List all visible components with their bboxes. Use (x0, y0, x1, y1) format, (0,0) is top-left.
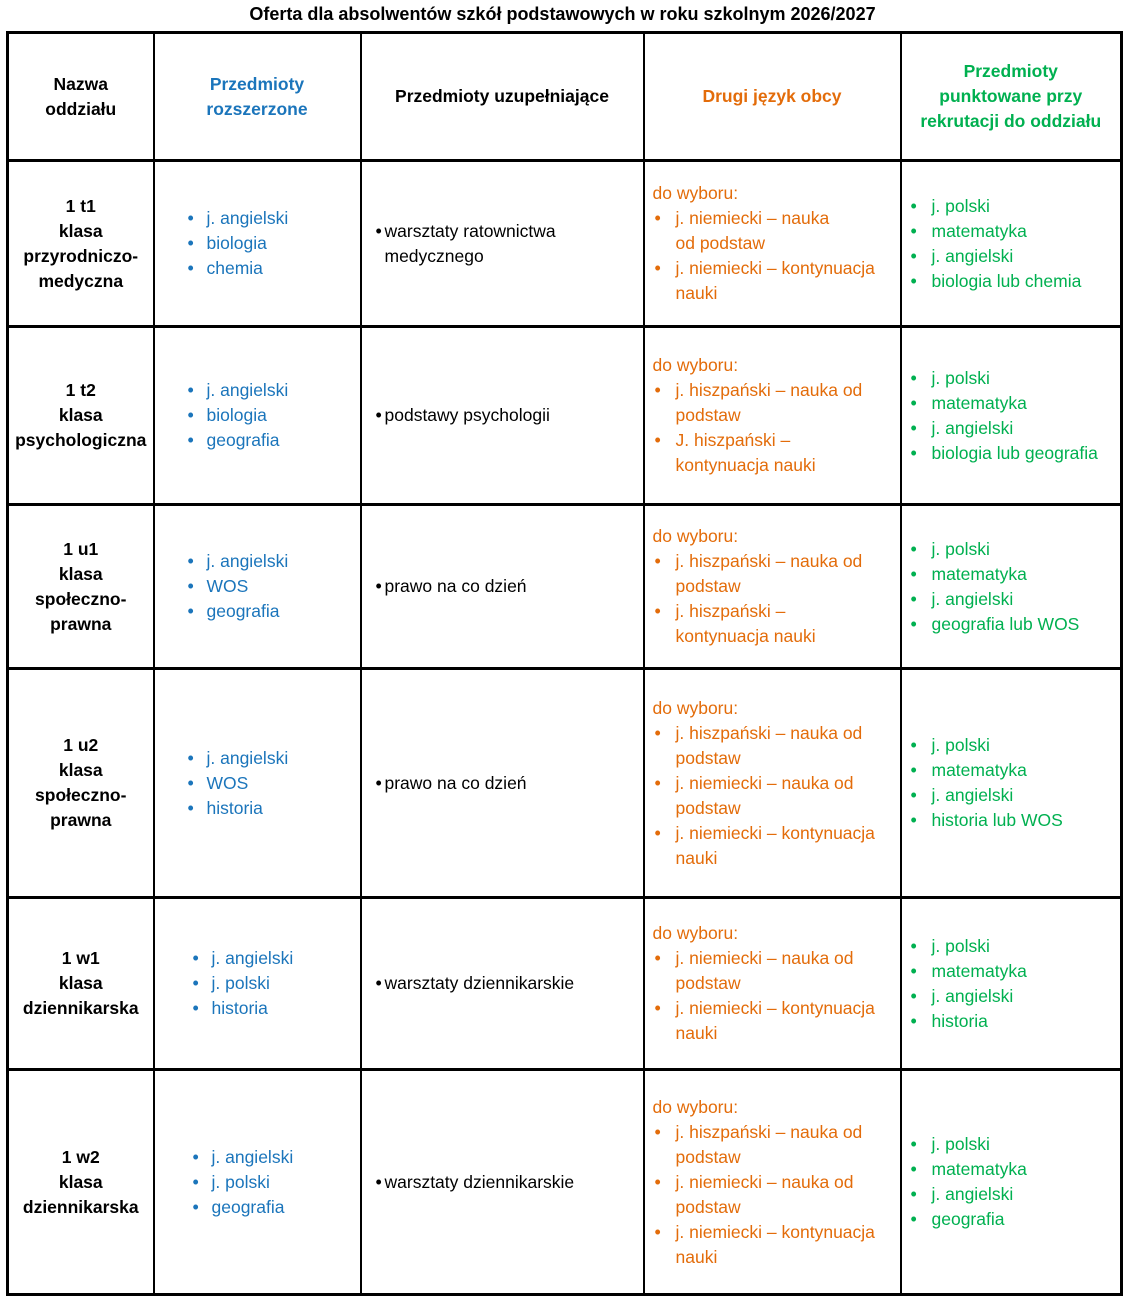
header-line: rozszerzone (206, 98, 308, 119)
list-item: • j. angielski (908, 244, 1121, 269)
language-option-line: • j. hiszpański – nauka od (675, 551, 863, 571)
list-item: • matematyka (908, 219, 1121, 244)
class-name-line: prawna (50, 810, 112, 830)
supplementary-subjects-cell (361, 1070, 644, 1295)
table-row (8, 505, 1122, 669)
supplementary-subjects-cell (361, 898, 644, 1070)
language-option-line: • j. niemiecki – kontynuacja (675, 258, 875, 278)
language-option-line: • j. hiszpański – nauka od (675, 1121, 863, 1142)
language-options-list (653, 549, 892, 649)
language-options-list (653, 946, 892, 1046)
list-item: • j. angielski (908, 416, 1121, 441)
table-header-row (8, 33, 1122, 161)
language-option-line: • j. hiszpański – (675, 601, 786, 621)
language-option (653, 256, 892, 306)
language-choice-intro: do wyboru: (652, 183, 739, 203)
supplementary-line: • prawo na co dzień (384, 576, 527, 596)
header-second-language (644, 33, 901, 161)
language-option-line: podstaw (675, 576, 741, 596)
extended-subjects-cell (154, 1070, 361, 1295)
language-option-line: • j. niemiecki – nauka od (675, 772, 854, 793)
extended-subjects-list (185, 746, 360, 821)
header-supplementary-subjects (361, 33, 644, 161)
second-language-cell (644, 898, 901, 1070)
extended-subjects-list (185, 549, 360, 624)
language-option-line: nauki (675, 1246, 718, 1267)
language-option-line: od podstaw (675, 233, 766, 253)
supplementary-subjects-cell (361, 669, 644, 898)
table-row (8, 898, 1122, 1070)
language-option-line: nauki (675, 283, 718, 303)
language-option-line: • j. niemiecki – kontynuacja (675, 998, 875, 1018)
header-line: Nazwa (53, 73, 108, 94)
class-name-line: psychologiczna (15, 430, 147, 450)
extended-subjects-cell (154, 161, 361, 327)
list-item: • j. polski (908, 537, 1121, 562)
table-row (8, 669, 1122, 898)
extended-subjects-list (185, 378, 360, 453)
header-extended-subjects (154, 33, 361, 161)
list-item: • geografia (185, 428, 360, 453)
scored-subjects-list (908, 934, 1121, 1034)
supplementary-line: medycznego (384, 245, 484, 266)
list-item: • WOS (185, 574, 360, 599)
table-row (8, 161, 1122, 327)
language-option (653, 821, 892, 871)
extended-subjects-list (190, 946, 360, 1021)
scored-subjects-cell (901, 898, 1122, 1070)
table-row (8, 1070, 1122, 1295)
language-option (653, 378, 892, 428)
class-name-line: klasa (58, 973, 103, 993)
extended-subjects-cell (154, 898, 361, 1070)
list-item: • matematyka (908, 758, 1121, 783)
class-name-line: społeczno- (35, 588, 127, 609)
list-item: • historia lub WOS (908, 808, 1121, 833)
extended-subjects-list (185, 206, 360, 281)
header-line: Przedmioty (209, 73, 305, 94)
class-name-line: społeczno- (35, 785, 127, 805)
language-option-line: podstaw (675, 1146, 741, 1167)
class-name-cell (8, 505, 154, 669)
extended-subjects-cell (154, 669, 361, 898)
language-option-line: kontynuacja nauki (675, 455, 816, 475)
list-item: • geografia (908, 1207, 1121, 1232)
class-name-cell (8, 669, 154, 898)
scored-subjects-cell (901, 327, 1122, 505)
language-option-line: podstaw (675, 747, 741, 768)
language-options-list (653, 1120, 892, 1270)
list-item: • j. polski (190, 971, 360, 996)
header-line: punktowane przy (939, 86, 1083, 106)
second-language-cell (644, 1070, 901, 1295)
language-option (653, 599, 892, 649)
supplementary-line: • prawo na co dzień (384, 772, 527, 793)
class-name-line: klasa (58, 220, 103, 241)
second-language-cell (644, 669, 901, 898)
supplementary-item (376, 574, 633, 599)
class-name-line: medyczna (38, 270, 124, 291)
list-item: • j. angielski (185, 549, 360, 574)
extended-subjects-cell (154, 505, 361, 669)
scored-subjects-cell (901, 505, 1122, 669)
list-item: • j. polski (190, 1170, 360, 1195)
extended-subjects-cell (154, 327, 361, 505)
class-name-line: klasa (58, 405, 103, 425)
scored-subjects-list (908, 194, 1121, 294)
list-item: • j. polski (908, 934, 1121, 959)
language-option-line: kontynuacja nauki (675, 626, 816, 646)
list-item: • j. angielski (908, 783, 1121, 808)
language-option (653, 771, 892, 821)
language-choice-intro: do wyboru: (652, 923, 739, 943)
second-language-cell (644, 327, 901, 505)
language-options-list (653, 378, 892, 478)
list-item: • j. angielski (190, 946, 360, 971)
language-choice-intro: do wyboru: (652, 1096, 739, 1117)
list-item: • geografia (185, 599, 360, 624)
class-name-line: 1 t1 (65, 195, 96, 216)
page-title: Oferta dla absolwentów szkół podstawowych w roku szkolnym 2026/2027 (249, 4, 876, 24)
language-option-line: • J. hiszpański – (675, 430, 791, 450)
language-options-list (653, 206, 892, 306)
list-item: • j. angielski (908, 984, 1121, 1009)
language-option-line: • j. niemiecki – kontynuacja (675, 822, 875, 843)
class-name-line: przyrodniczo- (23, 245, 139, 266)
list-item: • chemia (185, 256, 360, 281)
language-option (653, 206, 892, 256)
supplementary-subjects-cell (361, 505, 644, 669)
class-name-line: klasa (58, 1171, 103, 1192)
class-name-line: 1 u1 (63, 538, 99, 559)
supplementary-line: • podstawy psychologii (384, 405, 550, 425)
list-item: • j. angielski (185, 206, 360, 231)
scored-subjects-list (908, 537, 1121, 637)
class-name-line: 1 t2 (65, 380, 96, 400)
scored-subjects-list (908, 1132, 1121, 1232)
supplementary-subjects-cell (361, 327, 644, 505)
scored-subjects-cell (901, 669, 1122, 898)
header-line: oddziału (45, 98, 117, 119)
supplementary-item (376, 1170, 633, 1195)
list-item: • historia (190, 996, 360, 1021)
class-name-line: 1 w2 (61, 1146, 100, 1167)
list-item: • j. angielski (908, 1182, 1121, 1207)
language-choice-intro: do wyboru: (652, 697, 739, 718)
list-item: • j. polski (908, 1132, 1121, 1157)
supplementary-item (376, 219, 633, 269)
language-options-list (653, 721, 892, 871)
scored-subjects-cell (901, 161, 1122, 327)
list-item: • j. angielski (908, 587, 1121, 612)
list-item: • WOS (185, 771, 360, 796)
extended-subjects-list (190, 1145, 360, 1220)
class-name-line: 1 w1 (61, 948, 100, 968)
list-item: • historia (908, 1009, 1121, 1034)
language-option (653, 996, 892, 1046)
header-class-name (8, 33, 154, 161)
language-choice-intro: do wyboru: (652, 355, 739, 375)
scored-subjects-list (908, 366, 1121, 466)
list-item: • matematyka (908, 959, 1121, 984)
scored-subjects-cell (901, 1070, 1122, 1295)
second-language-cell (644, 161, 901, 327)
class-name-line: klasa (58, 760, 103, 780)
list-item: • geografia (190, 1195, 360, 1220)
scored-subjects-list (908, 733, 1121, 833)
class-name-line: dziennikarska (22, 998, 139, 1018)
list-item: • j. polski (908, 733, 1121, 758)
language-option-line: podstaw (675, 797, 741, 818)
list-item: • biologia lub geografia (908, 441, 1121, 466)
language-option (653, 1120, 892, 1170)
offer-table (6, 31, 1123, 1296)
list-item: • j. polski (908, 366, 1121, 391)
language-option-line: podstaw (675, 973, 741, 993)
class-name-cell (8, 161, 154, 327)
class-name-line: 1 u2 (63, 735, 99, 755)
language-option-line: nauki (675, 847, 718, 868)
language-option-line: • j. niemiecki – nauka od (675, 948, 854, 968)
list-item: • historia (185, 796, 360, 821)
language-option-line: • j. niemiecki – nauka (675, 208, 830, 228)
class-name-cell (8, 1070, 154, 1295)
header-line: Drugi język obcy (702, 86, 842, 106)
language-option-line: nauki (675, 1023, 718, 1043)
supplementary-line: • warsztaty ratownictwa (384, 220, 556, 241)
list-item: • matematyka (908, 391, 1121, 416)
supplementary-item (376, 971, 633, 996)
class-name-line: dziennikarska (22, 1196, 139, 1217)
language-option-line: podstaw (675, 1196, 741, 1217)
header-scored-subjects (901, 33, 1122, 161)
language-choice-intro: do wyboru: (652, 526, 739, 546)
language-option (653, 721, 892, 771)
language-option (653, 946, 892, 996)
list-item: • geografia lub WOS (908, 612, 1121, 637)
table-row (8, 327, 1122, 505)
class-name-line: klasa (58, 563, 103, 584)
header-line: rekrutacji do oddziału (920, 111, 1102, 131)
language-option (653, 1170, 892, 1220)
list-item: • j. angielski (185, 378, 360, 403)
language-option-line: podstaw (675, 405, 741, 425)
list-item: • j. angielski (190, 1145, 360, 1170)
class-name-cell (8, 898, 154, 1070)
language-option (653, 1220, 892, 1270)
supplementary-subjects-cell (361, 161, 644, 327)
language-option-line: • j. hiszpański – nauka od (675, 380, 863, 400)
supplementary-line: • warsztaty dziennikarskie (384, 973, 575, 993)
list-item: • j. angielski (185, 746, 360, 771)
language-option-line: • j. niemiecki – nauka od (675, 1171, 854, 1192)
supplementary-line: • warsztaty dziennikarskie (384, 1171, 575, 1192)
list-item: • matematyka (908, 562, 1121, 587)
list-item: • matematyka (908, 1157, 1121, 1182)
supplementary-item (376, 403, 633, 428)
list-item: • biologia lub chemia (908, 269, 1121, 294)
list-item: • biologia (185, 231, 360, 256)
class-name-line: prawna (50, 613, 112, 634)
language-option-line: • j. hiszpański – nauka od (675, 722, 863, 743)
supplementary-item (376, 771, 633, 796)
header-line: Przedmioty (963, 61, 1058, 81)
language-option-line: • j. niemiecki – kontynuacja (675, 1221, 875, 1242)
language-option (653, 428, 892, 478)
list-item: • j. polski (908, 194, 1121, 219)
header-line: Przedmioty uzupełniające (395, 86, 609, 106)
language-option (653, 549, 892, 599)
class-name-cell (8, 327, 154, 505)
list-item: • biologia (185, 403, 360, 428)
second-language-cell (644, 505, 901, 669)
